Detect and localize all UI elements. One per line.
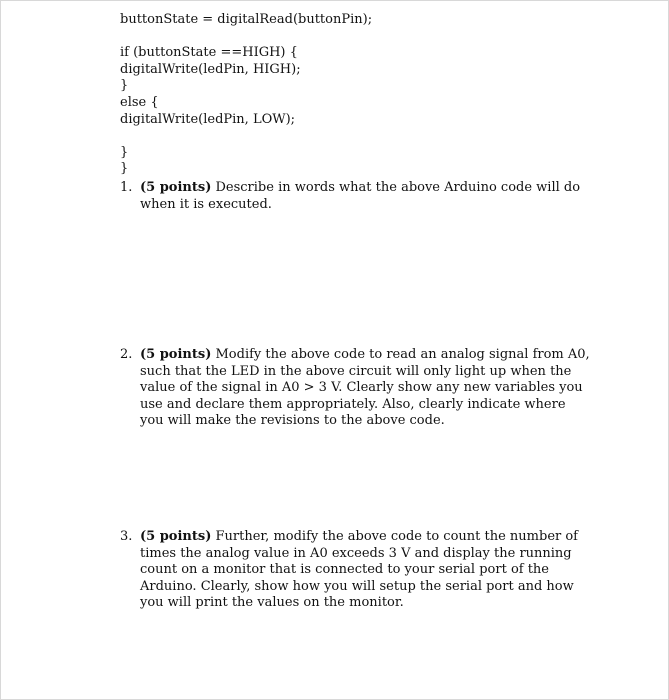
code-line: } [120,161,129,177]
code-line [120,128,372,145]
code-line: if (buttonState ==HIGH) { [120,45,298,61]
code-line: digitalWrite(ledPin, LOW); [120,111,296,127]
code-line: } [120,78,129,94]
question-2 [120,347,590,430]
question-number: 1. [120,180,133,195]
question-body: Describe in words what the above Arduino code will do when it is executed. [140,180,581,212]
question-points: (5 points) [140,180,212,195]
code-line: digitalWrite(ledPin, HIGH); [120,61,301,77]
code-line [120,29,372,46]
code-line: } [120,144,129,160]
code-block [120,12,372,178]
question-number: 3. [120,529,133,544]
question-body: Further, modify the above code to count the number of times the analog value in A0 exceeds 3 V and display the running count on a monitor that is connected to your serial port of the Arduino. Clearly, show how you will setup the serial port and how you will print the values on the monitor. [140,529,578,610]
question-text [140,180,590,213]
question-points: (5 points) [140,529,212,544]
question-3 [120,529,590,612]
code-line: else { [120,94,159,110]
question-points: (5 points) [140,347,212,362]
question-body: Modify the above code to read an analog signal from A0, such that the LED in the above circuit will only light up when the value of the signal in A0 > 3 V. Clearly show any new variables you use and declare them appropriately. Also, clearly indicate where you will make the revisions to the above code. [140,347,590,428]
question-text [140,347,590,430]
question-1 [120,180,590,213]
question-text [140,529,590,612]
question-number: 2. [120,347,133,362]
code-line: buttonState = digitalRead(buttonPin); [120,12,373,27]
